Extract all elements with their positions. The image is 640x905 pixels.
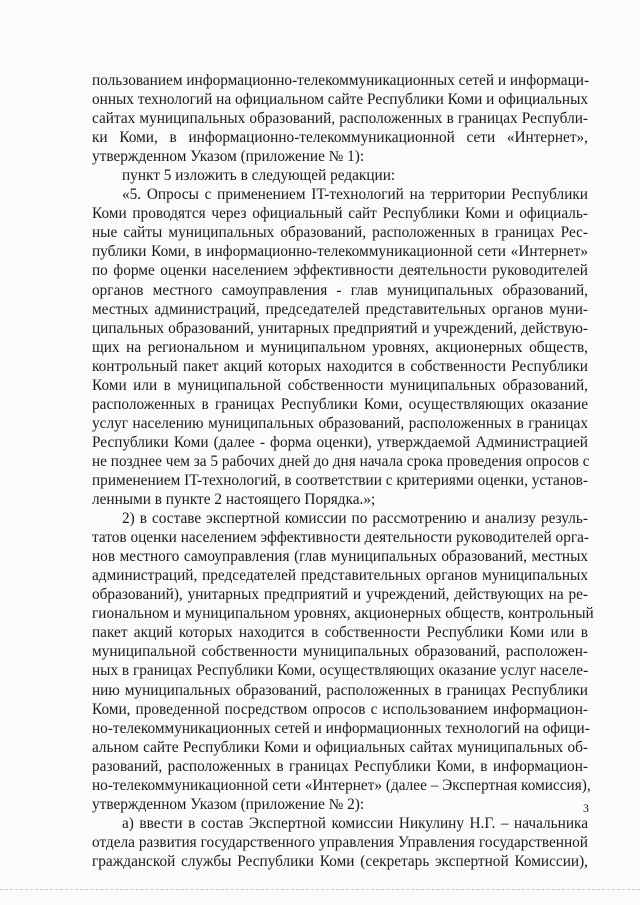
text-line: пользованием информационно-телекоммуникационных сетей и информаци- [92, 72, 590, 89]
text-line: по форме оценки населением эффективности деятельности руководителей [92, 262, 588, 280]
text-line: нию муниципальных образований, расположенных в границах Республики [92, 681, 588, 699]
text-line: отдела развития государственного управления Управления государственной [92, 833, 588, 851]
text-line: гражданской службы Республики Коми (секретарь экспертной Комиссии), [92, 852, 588, 870]
text-line: Республики Коми (далее - форма оценки), утверждаемой Администрацией [92, 433, 588, 451]
text-line: онных технологий на официальном сайте Республики Коми и официальных [92, 91, 588, 109]
text-line: пункт 5 изложить в следующей редакции: [122, 167, 396, 185]
text-line: утвержденном Указом (приложение № 2): [92, 795, 365, 813]
text-line: ципальных образований, унитарных предприятий и учреждений, действую- [92, 319, 588, 337]
text-line: контрольный пакет акций которых находится в собственности Республики [92, 357, 588, 375]
text-line: администраций, председателей представительных органов муниципальных [92, 567, 588, 585]
text-line: расположенных в границах Республики Коми, осуществляющих оказание [92, 395, 588, 413]
text-line: щих на региональном и муниципальном уровнях, акционерных обществ, [92, 338, 588, 356]
text-line: ных в границах Республики Коми, осуществляющих оказание услуг населе- [92, 662, 589, 680]
text-line: не позднее чем за 5 рабочих дней до дня начала срока проведения опросов с [92, 452, 590, 470]
text-line: сайтах муниципальных образований, расположенных в границах Республи- [92, 110, 588, 128]
text-line: 2) в составе экспертной комиссии по рассмотрению и анализу резуль- [122, 510, 588, 528]
text-line: ки Коми, в информационно-телекоммуникационной сети «Интернет», [92, 129, 588, 147]
text-line: но-телекоммуникационной сети «Интернет» (далее – Экспертная комиссия), [92, 776, 591, 794]
text-line: образований), унитарных предприятий и учреждений, действующих на ре- [92, 586, 588, 604]
text-line: альном сайте Республики Коми и официальных сайтах муниципальных об- [92, 738, 588, 756]
text-line: ные сайты муниципальных образований, расположенных в границах Рес- [92, 224, 588, 242]
text-line: гиональном и муниципальном уровнях, акционерных обществ, контрольный [92, 605, 594, 623]
text-line: публики Коми, в информационно-телекоммуникационной сети «Интернет» [92, 243, 588, 261]
text-line: местных администраций, председателей представительных органов муни- [92, 300, 588, 318]
text-line: Коми, проведенной посредством опросов с использованием информацион- [92, 700, 588, 718]
text-line: муниципальной собственности муниципальных образований, расположен- [92, 643, 588, 661]
text-line: татов оценки населением эффективности деятельности руководителей орга- [92, 529, 589, 547]
document-body [92, 71, 594, 871]
text-line: а) ввести в состав Экспертной комиссии Никулину Н.Г. – начальника [122, 814, 588, 832]
text-line: применением IT-технологий, в соответствии с критериями оценки, установ- [92, 471, 588, 489]
text-line: Коми проводятся через официальный сайт Республики Коми и официаль- [92, 205, 588, 223]
text-line: Коми или в муниципальной собственности муниципальных образований, [92, 376, 588, 394]
text-line: разований, расположенных в границах Республики Коми, в информацион- [92, 757, 588, 775]
text-line: нов местного самоуправления (глав муниципальных образований, местных [92, 548, 588, 566]
page-number: 3 [583, 801, 589, 815]
text-line: ленными в пункте 2 настоящего Порядка.»; [92, 491, 376, 509]
text-line: «5. Опросы с применением IT-технологий на территории Республики [122, 186, 588, 204]
text-line: услуг населению муниципальных образований, расположенных в границах [92, 414, 588, 432]
text-line: пакет акций которых находится в собственности Республики Коми или в [92, 624, 588, 642]
text-line: но-телекоммуникационных сетей и информационных технологий на офици- [92, 719, 590, 737]
text-line: органов местного самоуправления - глав муниципальных образований, [92, 281, 588, 299]
text-line: утвержденном Указом (приложение № 1): [92, 148, 365, 166]
scan-edge-divider [0, 889, 640, 890]
